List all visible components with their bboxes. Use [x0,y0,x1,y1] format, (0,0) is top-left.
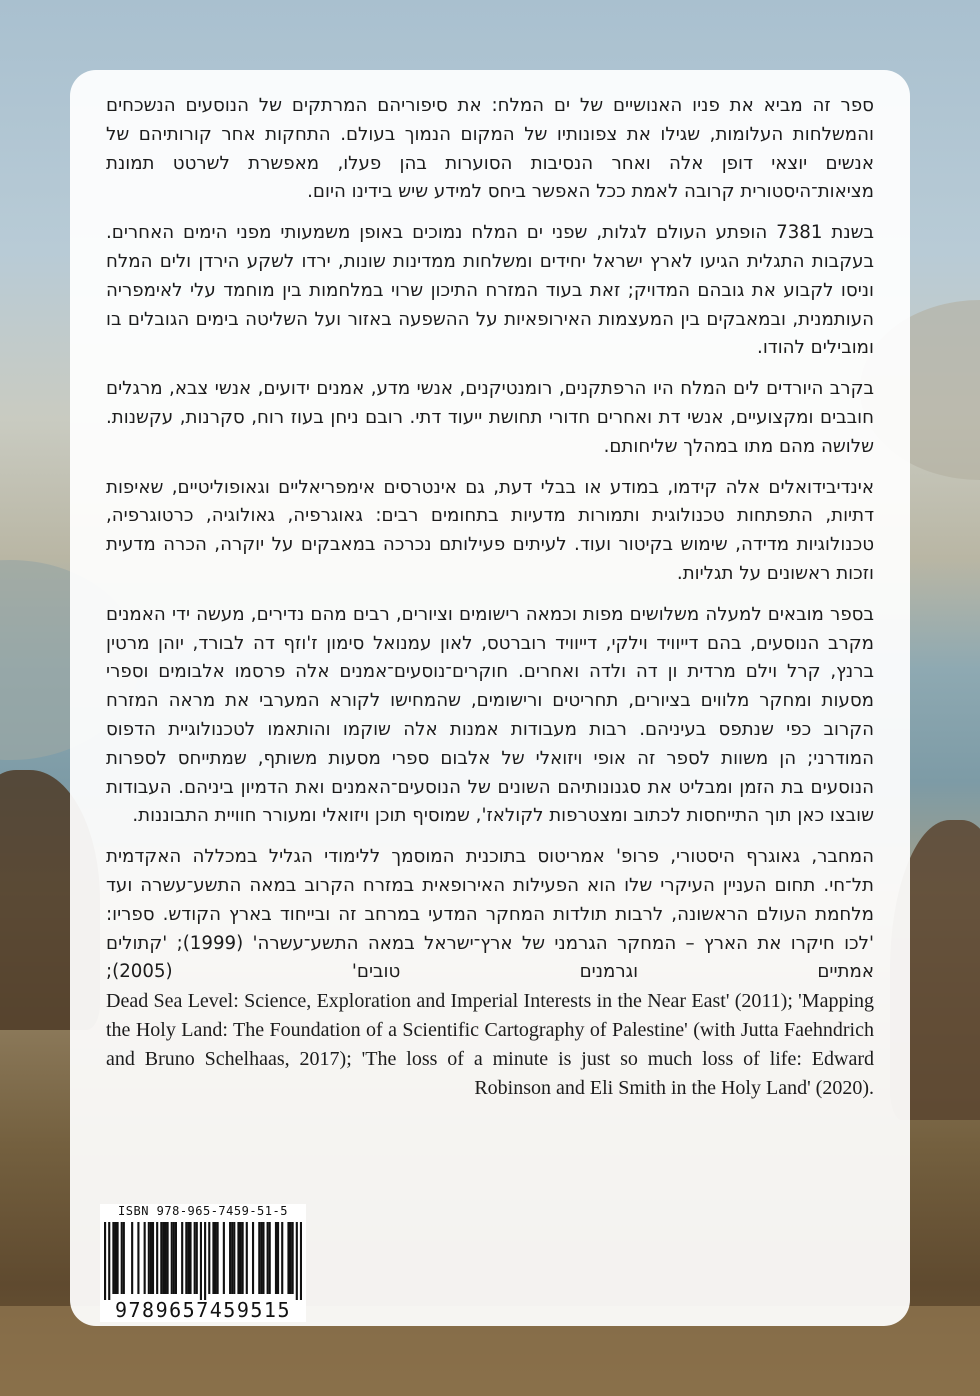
barcode-bar [200,1222,202,1300]
barcode-bar [196,1222,198,1294]
barcode-bar [217,1222,219,1294]
ean-digits: 9789657459515 [114,1298,292,1322]
barcode-bar [121,1222,123,1294]
barcode-bar [189,1222,191,1294]
barcode-bar [156,1222,158,1294]
barcode-bar [167,1222,169,1294]
barcode-bar [117,1222,119,1294]
back-cover-text-panel [70,70,910,1326]
barcode-bar [231,1222,233,1294]
barcode-bar [173,1222,175,1294]
barcode-bar [281,1222,283,1294]
barcode-bar [160,1222,162,1294]
barcode-bar [287,1222,289,1294]
barcode-bar [123,1222,125,1294]
isbn-barcode [100,1204,306,1322]
barcode-bar [181,1222,183,1294]
barcode-bar [269,1222,271,1294]
barcode-bar [208,1222,210,1294]
author-bio-paragraph [106,843,874,1102]
barcode-bar [185,1222,187,1294]
barcode-bar [237,1222,239,1294]
barcode-bars [104,1222,302,1300]
barcode-bar [148,1222,150,1294]
barcode-bar [292,1222,294,1294]
barcode-bar [239,1222,241,1294]
barcode-bar [108,1222,110,1300]
barcode-bar [277,1222,279,1294]
barcode-bar [252,1222,254,1294]
author-bio-english: Dead Sea Level: Science, Exploration and Imperial Interests in the Near East' (2011); 'Mapping the Holy Land: The Foundation of a Scientific Cartography of Palestine' (with Jutta Faehndrich and Bruno Schelhaas, 2017); 'The loss of a minute is just so much loss of life: Edward Robinson and Eli Smith in the Holy Land' (2020). [106,990,874,1099]
barcode-bar [152,1222,154,1294]
barcode-bar [246,1222,248,1294]
barcode-bar [300,1222,302,1300]
barcode-bar [114,1222,116,1294]
isbn-label: ISBN 978-965-7459-51-5 [118,1204,288,1218]
barcode-bar [214,1222,216,1294]
barcode-bar [260,1222,262,1294]
barcode-bar [175,1222,177,1294]
barcode-bar [204,1222,206,1300]
barcode-bar [258,1222,260,1294]
barcode-bar [296,1222,298,1300]
barcode-bar [242,1222,244,1294]
barcode-bar [104,1222,106,1300]
barcode-bar [212,1222,214,1294]
barcode-bar [187,1222,189,1294]
intro-paragraph: ספר זה מביא את פניו האנושיים של ים המלח: את סיפוריהם המרתקים של הנוסעים הנשכחים והמשלחות העלומות, שגילו את צפונותיו של המקום הנמוך בעולם. התחקות אחר קורותיהם של אנשים יוצאי דופן אלה ואחר הנסיבות הסוערות בהן פעלו, מאפשרת לשרטט תמונת מציאות־היסטורית קרובה לאמת ככל האפשר ביחס למידע שיש בידינו היום. [106,95,874,203]
history-paragraph: בשנת 7381 הופתע העולם לגלות, שפני ים המלח נמוכים באופן משמעותי מפני הימים האחרים. בעקבות התגלית הגיעו לארץ ישראל יחידים ומשלחות ממדינות שונות, ירדו לשקע הירדן ולים המלח וניסו לקבוע את גובהם המדויק; זאת בעוד המזרח התיכון שרוי במלחמות בין מוחמד עלי לאימפריה העותמנית, ובמאבקים בין המעצמות האירופאיות על ההשפעה באזור ועל השליטה בימים הגובלים בו ומובילים להודו. [106,222,874,359]
barcode-bar [223,1222,225,1294]
travelers-paragraph: בקרב היורדים לים המלח היו הרפתקנים, רומנטיקנים, אנשי מדע, אמנים ידועים, אנשי צבא, מרגלים חובבים ומקצועיים, אנשי דת ואחרים חדורי תחושת ייעוד דתי. רובם ניחן בעוז רוח, סקרנות, עקשנות. שלושה מהם מתו במהלך שליחותם. [106,378,874,457]
barcode-bar [164,1222,166,1294]
barcode-bar [137,1222,139,1294]
barcode-bar [171,1222,173,1294]
barcode-bar [162,1222,164,1294]
barcode-bar [131,1222,133,1294]
barcode-bar [289,1222,291,1294]
barcode-bar [233,1222,235,1294]
illustrations-paragraph: בספר מובאים למעלה משלושים מפות וכמאה רישומים וציורים, רבים מהם נדירים, מעשה ידי האמנים מקרב הנוסעים, בהם דייוויד וילקי, דייוויד רוברטס, לאון עמנואל סימון ז'וזף דה לבורד, יוהן מרטין ברנץ, קרל וילם מרדית ון דה ולדה ואחרים. חוקרים־נוסעים־אמנים אלה פרסמו אלבומים וספרי מסעות ומחקר מלווים בציורים, תחריטים ורישומים, שהמחישו לקורא המערבי את מראה המזרח הקרוב כפי שנתפס בעיניהם. רבות מעבודות אמנות אלה שוקמו והותאמו לטכנולוגיית הדפוס המודרני; הן משוות לספר זה אופי ויזואלי של אלבום ספרי מסעות משותף, שמתייחס לספרות הנוסעים בת הזמן ומבליט את סגנונותיהם השונים של הנוסעים־האמנים ואת הדמיון ביניהם. העבודות שובצו כאן תוך התייחסות לכתוב ומצטרפות לקולאז', שמוסיף תוכן ויזואלי ומעורר חוויית התבוננות. [106,603,874,827]
interests-paragraph: אינדיבידואלים אלה קידמו, במודע או בבלי דעת, גם אינטרסים אימפריאליים וגאופוליטיים, שאיפות דתיות, התפתחות טכנולוגית ותמורות מדעיות בתחומים רבים: גאוגרפיה, גאולוגיה, כרטוגרפיה, טכנולוגיות מדידה, שימוש בקיטור ועוד. לעיתים פעילותם נכרכה במאבקים על יוקרה, הכרה מדעית וזכות ראשונים על תגליות. [106,476,874,584]
barcode-bar [229,1222,231,1294]
barcode-bar [150,1222,152,1294]
barcode-bar [112,1222,114,1294]
barcode-bar [267,1222,269,1294]
barcode-bar [262,1222,264,1294]
barcode-bar [144,1222,146,1294]
barcode-bar [194,1222,196,1294]
author-bio-hebrew: המחבר, גאוגרף היסטורי, פרופ' אמריטוס בתוכנית המוסמך ללימודי הגליל במכללה האקדמית תל־חי. תחום העניין העיקרי שלו הוא הפעילות האירופאית במזרח הקרוב במאה התשע־עשרה ועד מלחמת העולם הראשונה, לרבות תולדות המחקר המדעי במרחב זה ובייחוד בארץ הקודש. ספריו: 'לכו חיקרו את הארץ – המחקר הגרמני של ארץ־ישראל במאה התשע־עשרה' (1999); 'קתולים אמתיים וגרמנים טובים' (2005); [106,846,874,983]
barcode-bar [275,1222,277,1294]
